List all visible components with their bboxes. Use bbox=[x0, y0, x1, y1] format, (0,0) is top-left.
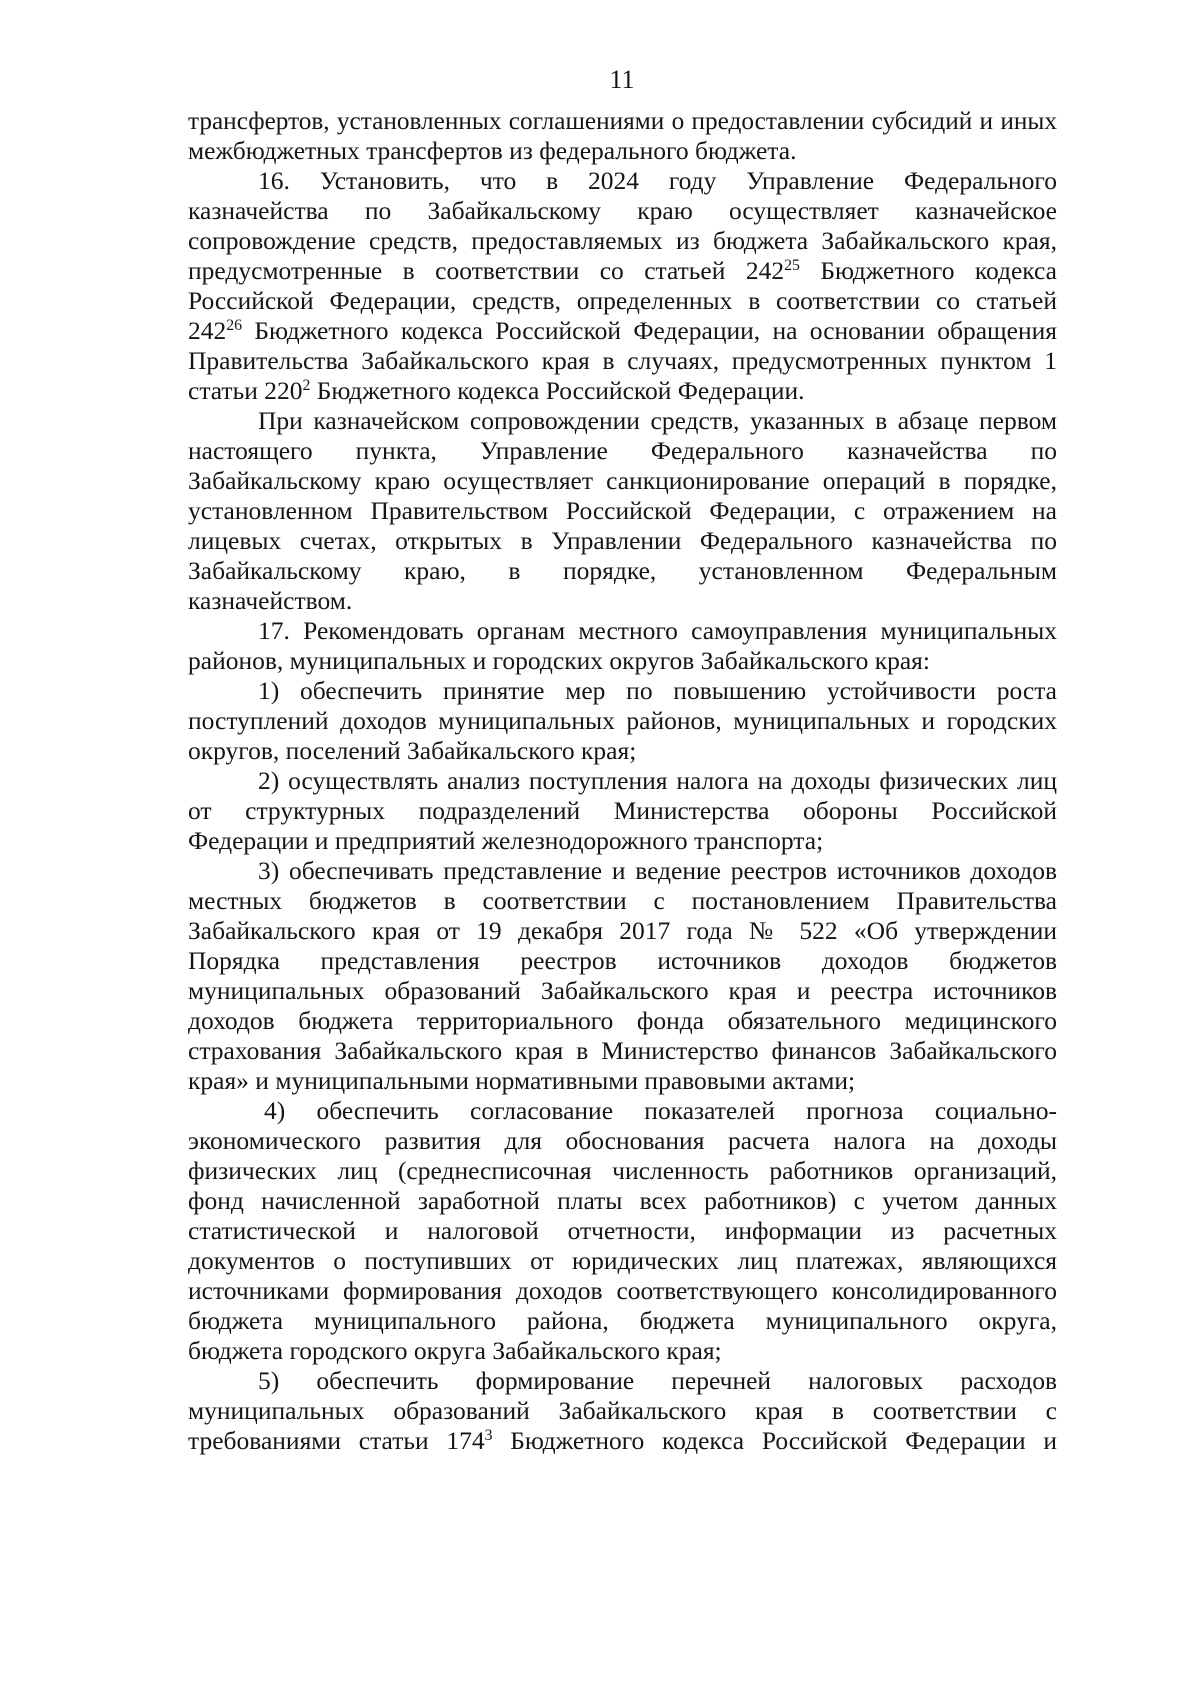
text-line: казначейства по Забайкальскому краю осуществляет казначейское bbox=[188, 196, 1057, 225]
page-number: 11 bbox=[609, 65, 635, 94]
text-line: местных бюджетов в соответствии с постановлением Правительства bbox=[188, 886, 1057, 915]
text-line: Забайкальскому краю осуществляет санкционирование операций в порядке, bbox=[188, 466, 1057, 495]
line-text: требованиями статьи 174 bbox=[188, 1426, 485, 1455]
superscript: 2 bbox=[302, 377, 311, 395]
superscript: 26 bbox=[226, 317, 243, 335]
text-line: сопровождение средств, предоставляемых из бюджета Забайкальского края, bbox=[188, 226, 1057, 255]
list-item-4 bbox=[188, 1096, 1057, 1366]
text-line bbox=[188, 1426, 1057, 1456]
text-line: фонд начисленной заработной платы всех работников) с учетом данных bbox=[188, 1186, 1057, 1215]
text-line: 16. Установить, что в 2024 году Управление Федерального bbox=[258, 166, 1057, 195]
text-line: страхования Забайкальского края в Министерство финансов Забайкальского bbox=[188, 1036, 1057, 1065]
text-line: Российской Федерации, средств, определенных в соответствии со статьей bbox=[188, 286, 1057, 315]
text-line: от структурных подразделений Министерства обороны Российской bbox=[188, 796, 1057, 825]
text-line: 4) обеспечить согласование показателей прогноза социально- bbox=[264, 1096, 1057, 1125]
text-line: округов, поселений Забайкальского края; bbox=[188, 736, 637, 765]
list-item-3 bbox=[188, 856, 1057, 1096]
line-text: Бюджетного кодекса bbox=[799, 256, 1057, 285]
text-line: муниципальных образований Забайкальского края и реестра источников bbox=[188, 976, 1057, 1005]
list-item-1 bbox=[188, 676, 1057, 766]
text-line: установленном Правительством Российской Федерации, с отражением на bbox=[188, 496, 1057, 525]
text-line: муниципальных образований Забайкальского края в соответствии с bbox=[188, 1396, 1057, 1425]
text-line: поступлений доходов муниципальных районов, муниципальных и городских bbox=[188, 706, 1057, 735]
line-text: статьи 220 bbox=[188, 376, 303, 405]
text-line: Федерации и предприятий железнодорожного транспорта; bbox=[188, 826, 824, 855]
document-body bbox=[188, 106, 1057, 1456]
paragraph-16 bbox=[188, 166, 1057, 406]
line-text: предусмотренные в соответствии со статьей 242 bbox=[188, 256, 785, 285]
superscript: 25 bbox=[784, 257, 800, 275]
text-line: лицевых счетах, открытых в Управлении Федерального казначейства по bbox=[188, 526, 1057, 555]
line-text: Бюджетного кодекса Российской Федерации и bbox=[492, 1426, 1057, 1455]
text-line: края» и муниципальными нормативными правовыми актами; bbox=[188, 1066, 856, 1095]
text-line: 3) обеспечивать представление и ведение реестров источников доходов bbox=[258, 856, 1057, 885]
text-line: Правительства Забайкальского края в случаях, предусмотренных пунктом 1 bbox=[188, 346, 1057, 375]
text-line: доходов бюджета территориального фонда обязательного медицинского bbox=[188, 1006, 1057, 1035]
text-line: документов о поступивших от юридических лиц платежах, являющихся bbox=[188, 1246, 1057, 1275]
text-line: При казначейском сопровождении средств, указанных в абзаце первом bbox=[258, 406, 1057, 435]
list-item-5 bbox=[188, 1366, 1057, 1456]
text-line: 2) осуществлять анализ поступления налога на доходы физических лиц bbox=[258, 766, 1057, 795]
superscript: 3 bbox=[484, 1427, 493, 1445]
text-line: Забайкальскому краю, в порядке, установленном Федеральным bbox=[188, 556, 1057, 585]
text-line: межбюджетных трансфертов из федерального бюджета. bbox=[188, 136, 797, 165]
text-line: бюджета городского округа Забайкальского края; bbox=[188, 1336, 722, 1365]
text-line: Порядка представления реестров источников доходов бюджетов bbox=[188, 946, 1057, 975]
text-line: 5) обеспечить формирование перечней налоговых расходов bbox=[258, 1366, 1057, 1395]
line-text: Бюджетного кодекса Российской Федерации. bbox=[310, 376, 805, 405]
text-line: трансфертов, установленных соглашениями о предоставлении субсидий и иных bbox=[188, 107, 1057, 135]
text-line bbox=[188, 316, 1057, 346]
text-line: источниками формирования доходов соответствующего консолидированного bbox=[188, 1276, 1057, 1305]
text-line: экономического развития для обоснования расчета налога на доходы bbox=[188, 1126, 1057, 1155]
text-line: районов, муниципальных и городских округов Забайкальского края: bbox=[188, 646, 930, 675]
text-line bbox=[188, 256, 1057, 286]
text-line: казначейством. bbox=[188, 586, 353, 615]
text-line: 1) обеспечить принятие мер по повышению устойчивости роста bbox=[258, 676, 1057, 705]
list-item-2 bbox=[188, 766, 1057, 856]
text-line: бюджета муниципального района, бюджета муниципального округа, bbox=[188, 1306, 1057, 1335]
text-line bbox=[188, 376, 1057, 406]
text-line: физических лиц (среднесписочная численность работников организаций, bbox=[188, 1156, 1057, 1185]
text-line: 17. Рекомендовать органам местного самоуправления муниципальных bbox=[258, 616, 1057, 645]
line-text: 242 bbox=[188, 316, 227, 345]
paragraph-16-treasury-support bbox=[188, 406, 1057, 616]
text-line: настоящего пункта, Управление Федерального казначейства по bbox=[188, 436, 1057, 465]
line-text: Бюджетного кодекса Российской Федерации, на основании обращения bbox=[242, 316, 1057, 345]
text-line: Забайкальского края от 19 декабря 2017 года № 522 «Об утверждении bbox=[188, 916, 1057, 945]
paragraph-17 bbox=[188, 616, 1057, 676]
text-line: статистической и налоговой отчетности, информации из расчетных bbox=[188, 1216, 1057, 1245]
paragraph-continuation bbox=[188, 106, 1057, 166]
